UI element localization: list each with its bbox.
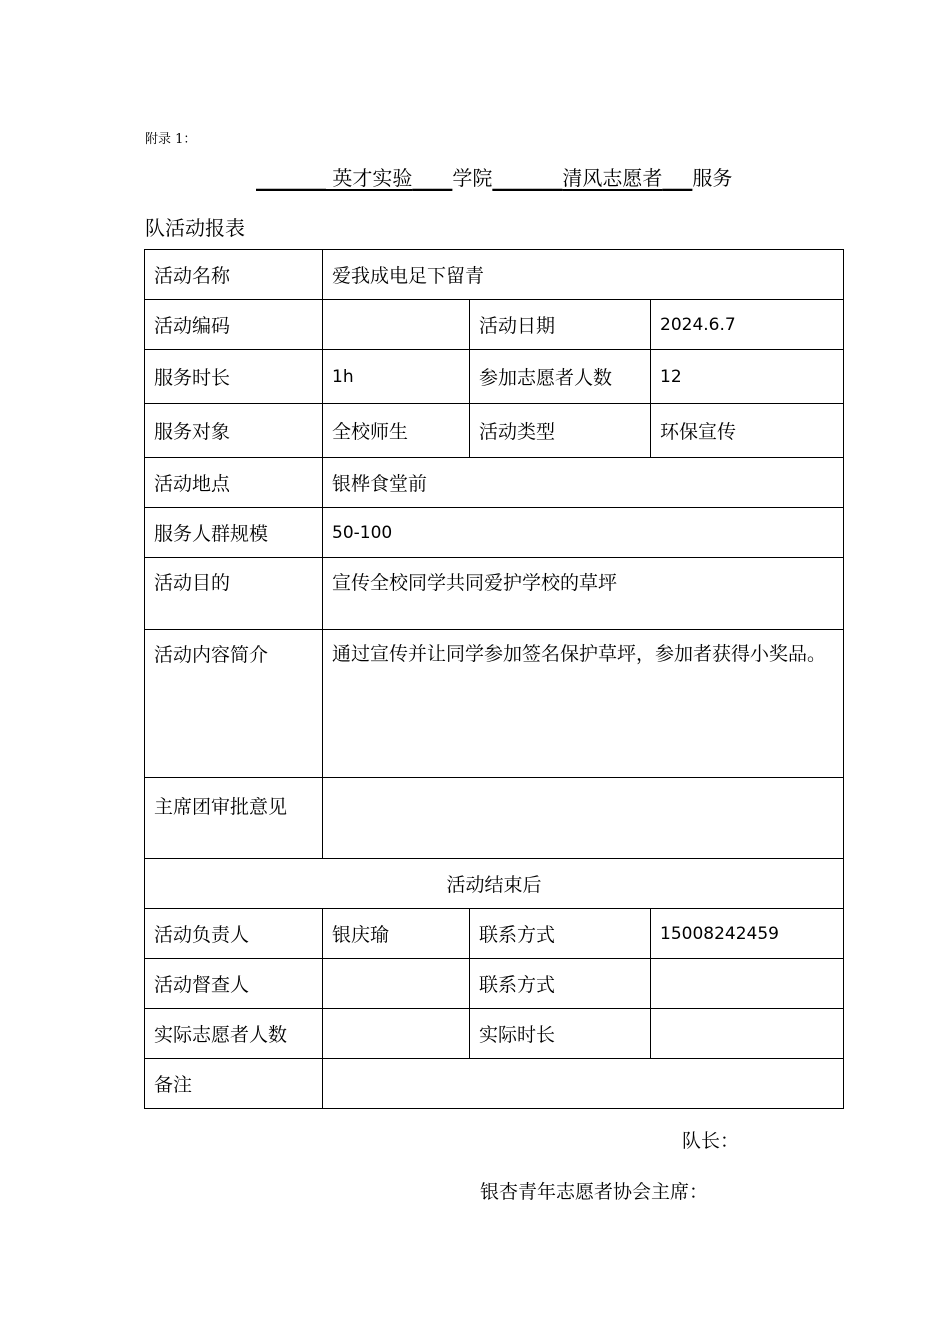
table-row xyxy=(145,404,844,458)
activity-date-label: 活动日期 xyxy=(470,300,651,350)
supervisor-contact-value xyxy=(651,959,844,1009)
actual-hours-label: 实际时长 xyxy=(470,1009,651,1059)
activity-name-value: 爱我成电足下留青 xyxy=(323,250,844,300)
report-title-continued: 队活动报表 xyxy=(145,216,245,240)
table-row xyxy=(145,959,844,1009)
activity-report-table xyxy=(144,249,844,1109)
table-row xyxy=(145,458,844,508)
title-blank: _______ xyxy=(492,166,563,190)
title-blank: ____ xyxy=(412,166,453,190)
service-hours-value: 1h xyxy=(323,350,470,404)
volunteers-value: 12 xyxy=(651,350,844,404)
chairman-signature-label: 银杏青年志愿者协会主席： xyxy=(480,1181,709,1203)
activity-date-value: 2024.6.7 xyxy=(651,300,844,350)
location-label: 活动地点 xyxy=(145,458,323,508)
table-row xyxy=(145,350,844,404)
actual-hours-value xyxy=(651,1009,844,1059)
purpose-label: 活动目的 xyxy=(145,558,323,630)
appendix-label: 附录 1： xyxy=(145,132,197,147)
activity-name-label: 活动名称 xyxy=(145,250,323,300)
table-row xyxy=(145,558,844,630)
remarks-label: 备注 xyxy=(145,1059,323,1109)
supervisor-label: 活动督查人 xyxy=(145,959,323,1009)
approval-value xyxy=(323,778,844,859)
location-value: 银桦食堂前 xyxy=(323,458,844,508)
activity-code-value xyxy=(323,300,470,350)
team-suffix: 服务 xyxy=(692,166,733,190)
content-value: 通过宣传并让同学参加签名保护草坪，参加者获得小奖品。 xyxy=(323,630,844,778)
leader-label: 活动负责人 xyxy=(145,909,323,959)
contact-label: 联系方式 xyxy=(470,959,651,1009)
leader-value: 银庆瑜 xyxy=(323,909,470,959)
purpose-value: 宣传全校同学共同爱护学校的草坪 xyxy=(323,558,844,630)
captain-signature-label: 队长： xyxy=(682,1130,740,1152)
report-title xyxy=(256,162,732,191)
table-row xyxy=(145,508,844,558)
activity-code-label: 活动编码 xyxy=(145,300,323,350)
table-row xyxy=(145,909,844,959)
volunteers-label: 参加志愿者人数 xyxy=(470,350,651,404)
activity-type-label: 活动类型 xyxy=(470,404,651,458)
scale-value: 50-100 xyxy=(323,508,844,558)
activity-type-value: 环保宣传 xyxy=(651,404,844,458)
remarks-value xyxy=(323,1059,844,1109)
after-section-header: 活动结束后 xyxy=(145,859,844,909)
actual-volunteers-value xyxy=(323,1009,470,1059)
college-name: 英才实验 xyxy=(326,166,413,190)
content-label: 活动内容简介 xyxy=(145,630,323,778)
supervisor-value xyxy=(323,959,470,1009)
table-row xyxy=(145,859,844,909)
college-suffix: 学院 xyxy=(452,166,493,190)
approval-label: 主席团审批意见 xyxy=(145,778,323,859)
table-row xyxy=(145,778,844,859)
contact-label: 联系方式 xyxy=(470,909,651,959)
table-row xyxy=(145,250,844,300)
scale-label: 服务人群规模 xyxy=(145,508,323,558)
actual-volunteers-label: 实际志愿者人数 xyxy=(145,1009,323,1059)
title-blank: ___ xyxy=(662,166,693,190)
leader-contact-value: 15008242459 xyxy=(651,909,844,959)
table-row xyxy=(145,1009,844,1059)
table-row xyxy=(145,1059,844,1109)
table-row xyxy=(145,630,844,778)
service-target-value: 全校师生 xyxy=(323,404,470,458)
table-row xyxy=(145,300,844,350)
title-blank: _______ xyxy=(256,166,326,190)
service-target-label: 服务对象 xyxy=(145,404,323,458)
team-name: 清风志愿者 xyxy=(562,166,663,190)
service-hours-label: 服务时长 xyxy=(145,350,323,404)
